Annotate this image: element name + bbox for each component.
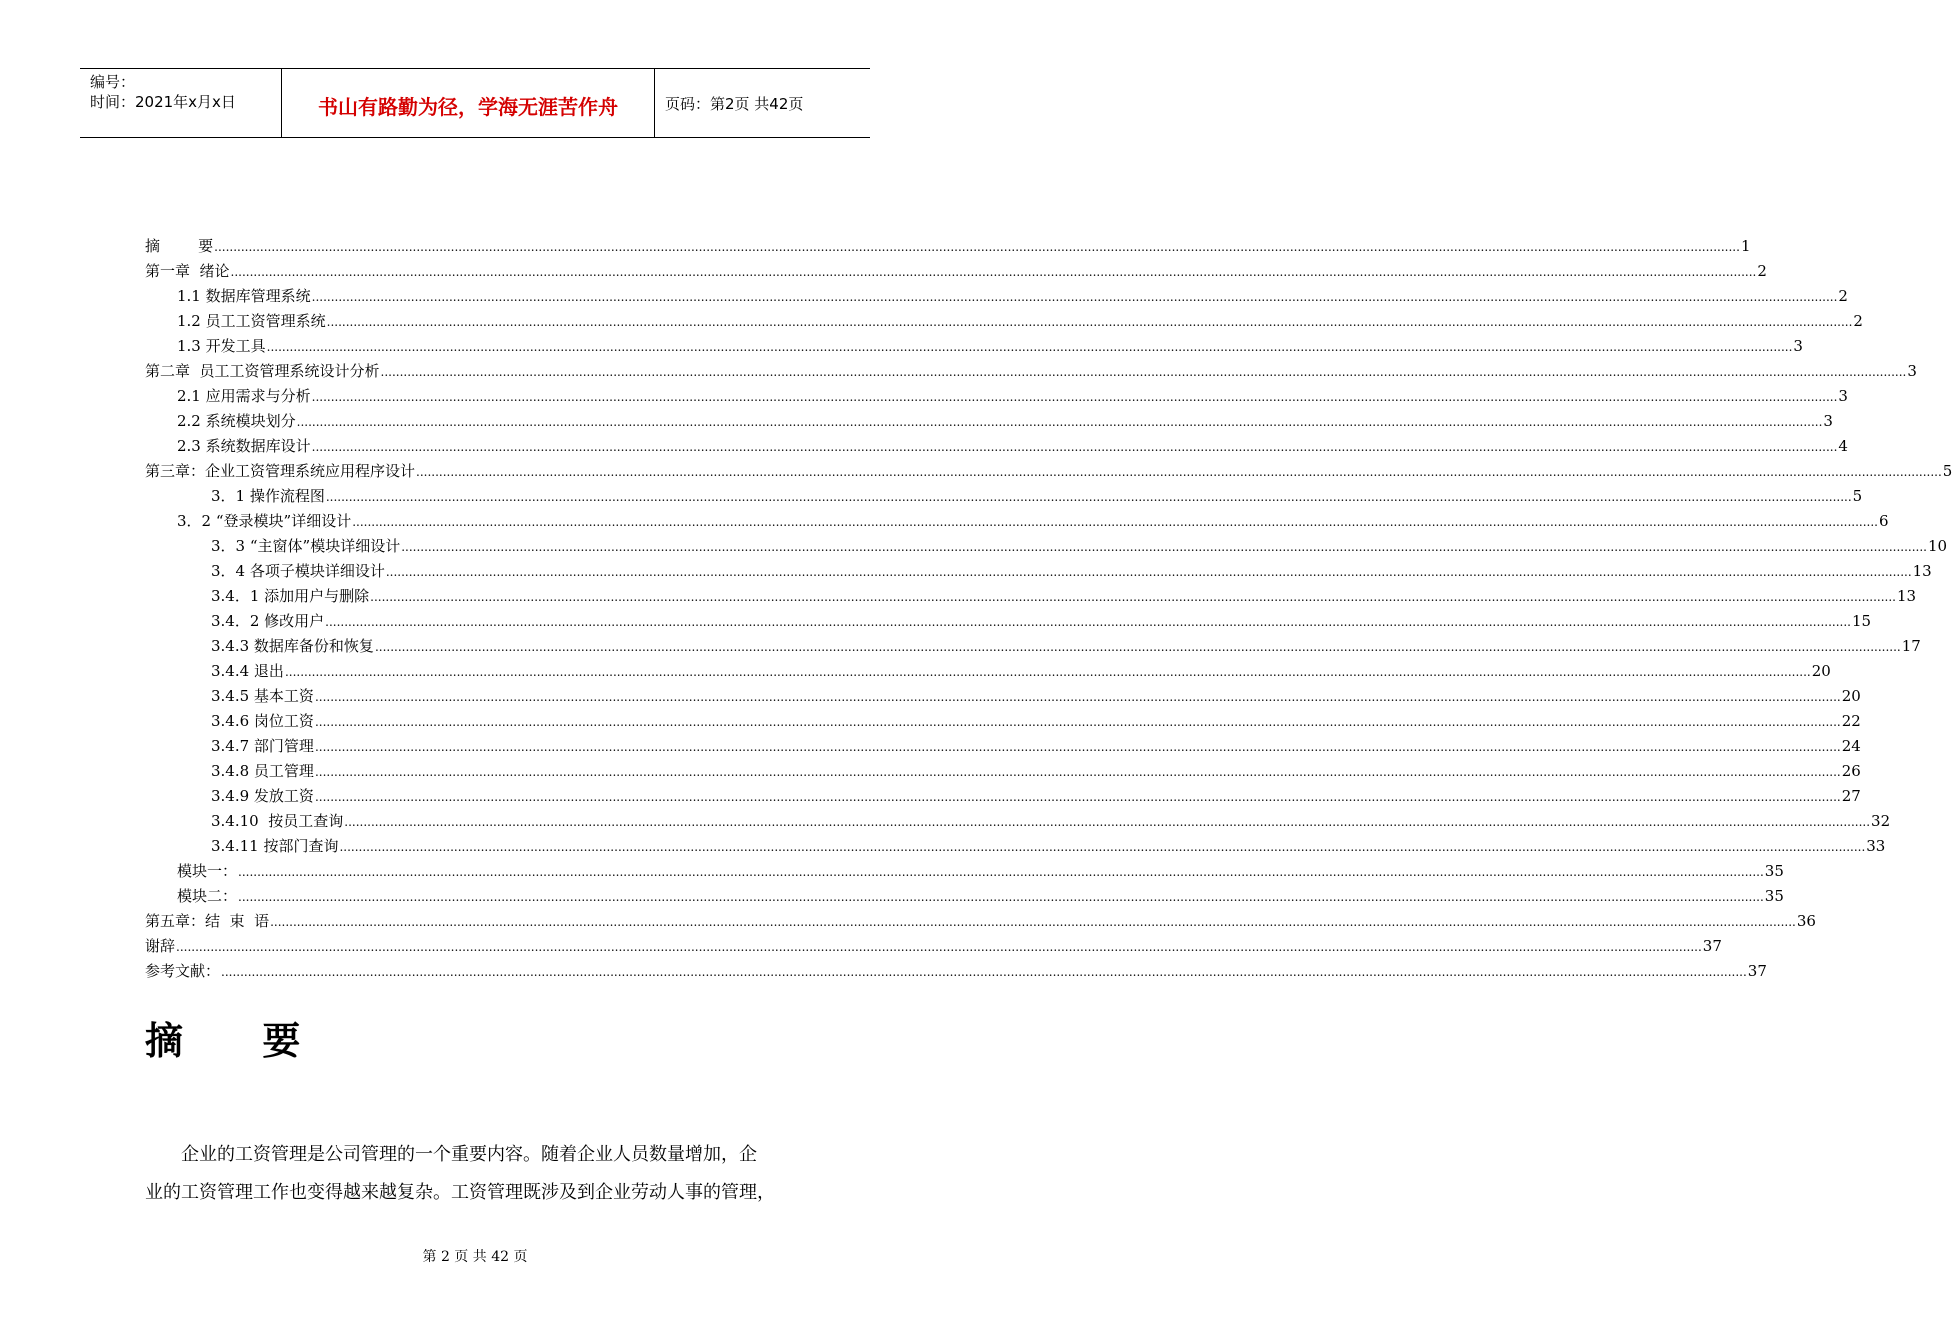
toc-entry[interactable] (145, 334, 1803, 359)
toc-entry[interactable] (145, 259, 1767, 284)
toc-entry[interactable] (145, 609, 1872, 634)
toc-entry[interactable] (145, 859, 1784, 884)
toc-leader-dots: ................................................................................................................................................................................................................................................................................................................................................................................................................ (339, 840, 1866, 854)
header-motto-cell (282, 69, 655, 137)
toc-leader-dots: ................................................................................................................................................................................................................................................................................................................................................................................................................ (380, 365, 1907, 379)
paragraph-line: 业的工资管理工作也变得越来越复杂。工资管理既涉及到企业劳动人事的管理， (145, 1182, 775, 1203)
toc-entry-page: 17 (1901, 637, 1921, 655)
toc-entry-page: 20 (1811, 662, 1831, 680)
toc-leader-dots: ................................................................................................................................................................................................................................................................................................................................................................................................................ (401, 540, 1927, 554)
toc-leader-dots: ................................................................................................................................................................................................................................................................................................................................................................................................................ (416, 465, 1942, 479)
toc-entry[interactable] (145, 284, 1848, 309)
toc-entry-label: 3.4.8 员工管理 (211, 762, 314, 780)
toc-entry-page: 33 (1866, 837, 1886, 855)
toc-entry[interactable] (145, 409, 1833, 434)
toc-entry-page: 22 (1841, 712, 1861, 730)
toc-entry-label: 1.1 数据库管理系统 (177, 287, 311, 305)
toc-entry-page: 10 (1927, 537, 1948, 555)
document-time-label: 时间：2021年x月x日 (90, 93, 236, 111)
toc-entry-label: 2.3 系统数据库设计 (177, 437, 311, 455)
toc-entry-page: 6 (1878, 512, 1889, 530)
toc-leader-dots: ................................................................................................................................................................................................................................................................................................................................................................................................................ (314, 715, 1841, 729)
page-header (80, 68, 870, 138)
toc-leader-dots: ................................................................................................................................................................................................................................................................................................................................................................................................................ (238, 865, 1764, 879)
toc-entry-page: 35 (1764, 887, 1784, 905)
toc-entry-label: 1.3 开发工具 (177, 337, 266, 355)
toc-leader-dots: ................................................................................................................................................................................................................................................................................................................................................................................................................ (266, 340, 1793, 354)
toc-entry[interactable] (145, 709, 1861, 734)
toc-entry[interactable] (145, 659, 1831, 684)
abstract-paragraph (145, 1136, 807, 1212)
toc-entry[interactable] (145, 759, 1861, 784)
toc-entry-label: 摘 要 (145, 237, 214, 255)
toc-entry-label: 3.4.9 发放工资 (211, 787, 314, 805)
toc-entry-page: 27 (1841, 787, 1861, 805)
toc-entry[interactable] (145, 634, 1921, 659)
toc-leader-dots: ................................................................................................................................................................................................................................................................................................................................................................................................................ (238, 890, 1764, 904)
toc-entry-label: 第二章 员工工资管理系统设计分析 (145, 362, 380, 380)
toc-entry-page: 5 (1852, 487, 1863, 505)
toc-entry-page: 32 (1871, 812, 1891, 830)
toc-leader-dots: ................................................................................................................................................................................................................................................................................................................................................................................................................ (370, 590, 1896, 604)
toc-entry-page: 3 (1793, 337, 1803, 355)
toc-entry-label: 3.4．2 修改用户 (211, 612, 325, 630)
toc-entry-page: 1 (1740, 237, 1751, 255)
toc-entry-label: 3.4.3 数据库备份和恢复 (211, 637, 374, 655)
toc-entry-page: 37 (1702, 937, 1722, 955)
toc-entry-label: 第一章 绪论 (145, 262, 230, 280)
toc-entry-page: 3 (1838, 387, 1848, 405)
toc-leader-dots: ................................................................................................................................................................................................................................................................................................................................................................................................................ (374, 640, 1901, 654)
toc-leader-dots: ................................................................................................................................................................................................................................................................................................................................................................................................................ (284, 665, 1811, 679)
toc-entry-label: 3．4 各项子模块详细设计 (211, 562, 385, 580)
toc-leader-dots: ................................................................................................................................................................................................................................................................................................................................................................................................................ (325, 615, 1851, 629)
toc-leader-dots: ................................................................................................................................................................................................................................................................................................................................................................................................................ (326, 315, 1853, 329)
toc-entry-page: 2 (1838, 287, 1848, 305)
toc-entry[interactable] (145, 884, 1784, 909)
toc-leader-dots: ................................................................................................................................................................................................................................................................................................................................................................................................................ (385, 565, 1912, 579)
document-number-label: 编号： (90, 73, 136, 91)
page-footer: 第 2 页 共 42 页 (422, 1249, 528, 1265)
toc-entry[interactable] (145, 434, 1848, 459)
toc-entry[interactable] (145, 509, 1889, 534)
toc-entry-page: 5 (1942, 462, 1952, 480)
toc-entry[interactable] (145, 834, 1886, 859)
toc-entry-label: 谢辞 (145, 937, 176, 955)
header-page-code: 页码：第2页 共42页 (665, 95, 804, 113)
toc-entry-label: 3.4．1 添加用户与删除 (211, 587, 370, 605)
toc-entry-page: 26 (1841, 762, 1861, 780)
toc-entry-label: 3.4.10 按员工查询 (211, 812, 344, 830)
toc-entry-label: 3.4.7 部门管理 (211, 737, 314, 755)
toc-entry-page: 20 (1841, 687, 1861, 705)
toc-entry[interactable] (145, 359, 1917, 384)
header-motto: 书山有路勤为径，学海无涯苦作舟 (318, 95, 618, 119)
toc-leader-dots: ................................................................................................................................................................................................................................................................................................................................................................................................................ (176, 940, 1702, 954)
toc-entry-page: 2 (1757, 262, 1767, 280)
toc-entry-page: 3 (1907, 362, 1917, 380)
toc-entry[interactable] (145, 909, 1816, 934)
toc-leader-dots: ................................................................................................................................................................................................................................................................................................................................................................................................................ (221, 965, 1747, 979)
header-info-cell (80, 69, 282, 137)
toc-entry-label: 参考文献： (145, 962, 221, 980)
toc-entry[interactable] (145, 959, 1767, 984)
toc-leader-dots: ................................................................................................................................................................................................................................................................................................................................................................................................................ (296, 415, 1823, 429)
toc-leader-dots: ................................................................................................................................................................................................................................................................................................................................................................................................................ (311, 290, 1838, 304)
toc-entry-page: 24 (1841, 737, 1861, 755)
toc-leader-dots: ................................................................................................................................................................................................................................................................................................................................................................................................................ (311, 440, 1838, 454)
toc-entry-page: 15 (1851, 612, 1872, 630)
toc-entry[interactable] (145, 584, 1917, 609)
toc-entry-page: 13 (1896, 587, 1917, 605)
toc-entry-label: 第三章：企业工资管理系统应用程序设计 (145, 462, 416, 480)
toc-entry[interactable] (145, 934, 1722, 959)
toc-leader-dots: ................................................................................................................................................................................................................................................................................................................................................................................................................ (344, 815, 1871, 829)
toc-leader-dots: ................................................................................................................................................................................................................................................................................................................................................................................................................ (314, 765, 1841, 779)
toc-entry-label: 2.2 系统模块划分 (177, 412, 296, 430)
toc-entry-label: 1.2 员工工资管理系统 (177, 312, 326, 330)
toc-entry[interactable] (145, 809, 1891, 834)
table-of-contents (145, 234, 1952, 984)
toc-entry-label: 模块一： (177, 862, 238, 880)
toc-entry[interactable] (145, 384, 1848, 409)
toc-entry[interactable] (145, 684, 1861, 709)
toc-leader-dots: ................................................................................................................................................................................................................................................................................................................................................................................................................ (352, 515, 1878, 529)
toc-entry-label: 3．1 操作流程图 (211, 487, 325, 505)
toc-entry-page: 13 (1912, 562, 1932, 580)
toc-entry-page: 2 (1853, 312, 1863, 330)
toc-entry[interactable] (145, 559, 1932, 584)
toc-leader-dots: ................................................................................................................................................................................................................................................................................................................................................................................................................ (314, 690, 1841, 704)
toc-entry-label: 3．3 “主窗体”模块详细设计 (211, 537, 401, 555)
toc-leader-dots: ................................................................................................................................................................................................................................................................................................................................................................................................................ (270, 915, 1796, 929)
toc-entry-label: 3.4.11 按部门查询 (211, 837, 339, 855)
toc-entry-label: 2.1 应用需求与分析 (177, 387, 311, 405)
toc-entry-label: 第五章：结 束 语 (145, 912, 270, 930)
toc-entry[interactable] (145, 484, 1863, 509)
toc-entry-label: 模块二： (177, 887, 238, 905)
toc-leader-dots: ................................................................................................................................................................................................................................................................................................................................................................................................................ (230, 265, 1757, 279)
toc-leader-dots: ................................................................................................................................................................................................................................................................................................................................................................................................................ (314, 790, 1841, 804)
toc-entry-label: 3.4.6 岗位工资 (211, 712, 314, 730)
toc-entry[interactable] (145, 784, 1861, 809)
toc-entry[interactable] (145, 309, 1863, 334)
toc-leader-dots: ................................................................................................................................................................................................................................................................................................................................................................................................................ (311, 390, 1838, 404)
toc-leader-dots: ................................................................................................................................................................................................................................................................................................................................................................................................................ (214, 240, 1740, 254)
toc-entry-page: 35 (1764, 862, 1784, 880)
toc-entry-page: 4 (1838, 437, 1848, 455)
paragraph-line: 企业的工资管理是公司管理的一个重要内容。随着企业人员数量增加，企 (145, 1144, 757, 1165)
section-heading: 摘 要 (145, 1018, 301, 1063)
toc-entry-page: 37 (1747, 962, 1767, 980)
toc-entry-label: 3．2 “登录模块”详细设计 (177, 512, 352, 530)
toc-leader-dots: ................................................................................................................................................................................................................................................................................................................................................................................................................ (314, 740, 1841, 754)
toc-leader-dots: ................................................................................................................................................................................................................................................................................................................................................................................................................ (325, 490, 1852, 504)
toc-entry-page: 36 (1796, 912, 1816, 930)
toc-entry-label: 3.4.4 退出 (211, 662, 284, 680)
toc-entry[interactable] (145, 734, 1861, 759)
toc-entry[interactable] (145, 534, 1948, 559)
toc-entry-label: 3.4.5 基本工资 (211, 687, 314, 705)
toc-entry[interactable] (145, 459, 1952, 484)
toc-entry[interactable] (145, 234, 1751, 259)
toc-entry-page: 3 (1823, 412, 1833, 430)
header-page-cell (655, 69, 870, 137)
